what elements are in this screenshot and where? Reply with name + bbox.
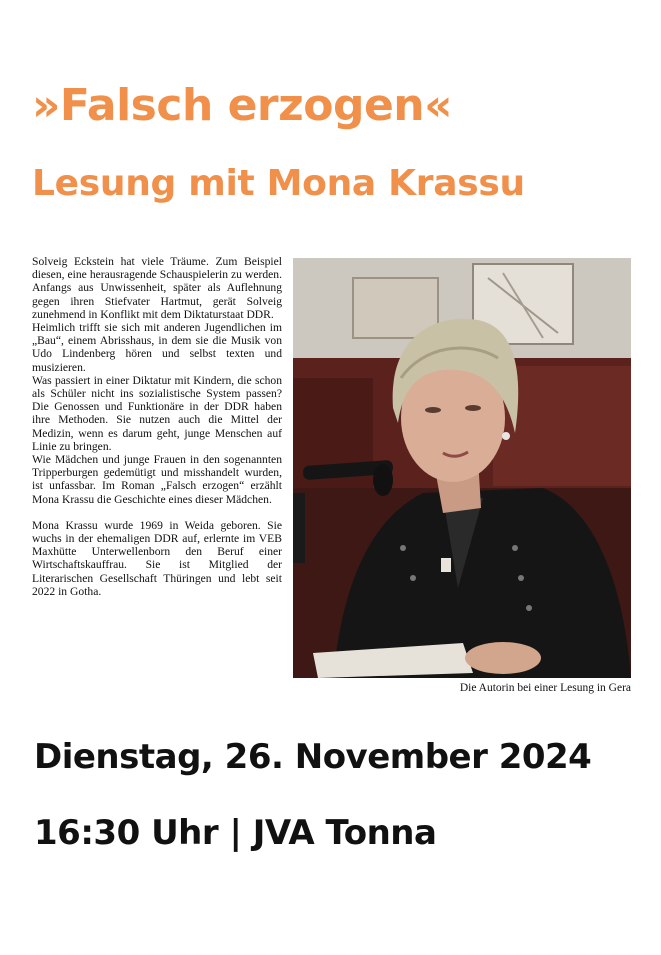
page-title: »Falsch erzogen« xyxy=(32,80,453,131)
paragraph-2: Heimlich trifft sie sich mit anderen Jugendlichen im „Bau“, einem Abrisshaus, in dem sie die Musik von Udo Lindenberg hören und selbst texten und musizieren. xyxy=(32,321,282,374)
author-photo xyxy=(293,258,631,678)
event-date: Dienstag, 26. November 2024 xyxy=(34,737,592,777)
paragraph-4: Wie Mädchen und junge Frauen in den sogenannten Tripperburgen gedemütigt und misshandelt wurden, ist unfassbar. Im Roman „Falsch erzogen“ erzählt Mona Krassu die Geschichte eines dieser Mädchen. xyxy=(32,453,282,506)
page-subtitle: Lesung mit Mona Krassu xyxy=(32,163,525,204)
paragraph-1: Solveig Eckstein hat viele Träume. Zum Beispiel diesen, eine herausragende Schauspielerin zu werden. Anfangs aus Unwissenheit, später als Auflehnung gegen ihren Stiefvater Hartmut, gerät Solveig zunehmend in Konflikt mit dem Diktaturstaat DDR. xyxy=(32,255,282,321)
author-bio: Mona Krassu wurde 1969 in Weida geboren. Sie wuchs in der ehemaligen DDR auf, erlernte im VEB Maxhütte Unterwellenborn den Beruf einer Wirtschaftskauffrau. Sie ist Mitglied der Literarischen Gesellschaft Thüringen und lebt seit 2022 in Gotha. xyxy=(32,518,282,598)
paragraph-3: Was passiert in einer Diktatur mit Kindern, die schon als Schüler nicht ins sozialistische System passen? Die Genossen und Funktionäre in der DDR haben ihre Methoden. Sie nutzen auch die Mittel der Medizin, wenn es darum geht, junge Menschen auf Linie zu bringen. xyxy=(32,373,282,453)
photo-caption: Die Autorin bei einer Lesung in Gera xyxy=(459,682,631,694)
event-time-location: 16:30 Uhr | JVA Tonna xyxy=(34,813,437,853)
description-text xyxy=(32,255,282,598)
